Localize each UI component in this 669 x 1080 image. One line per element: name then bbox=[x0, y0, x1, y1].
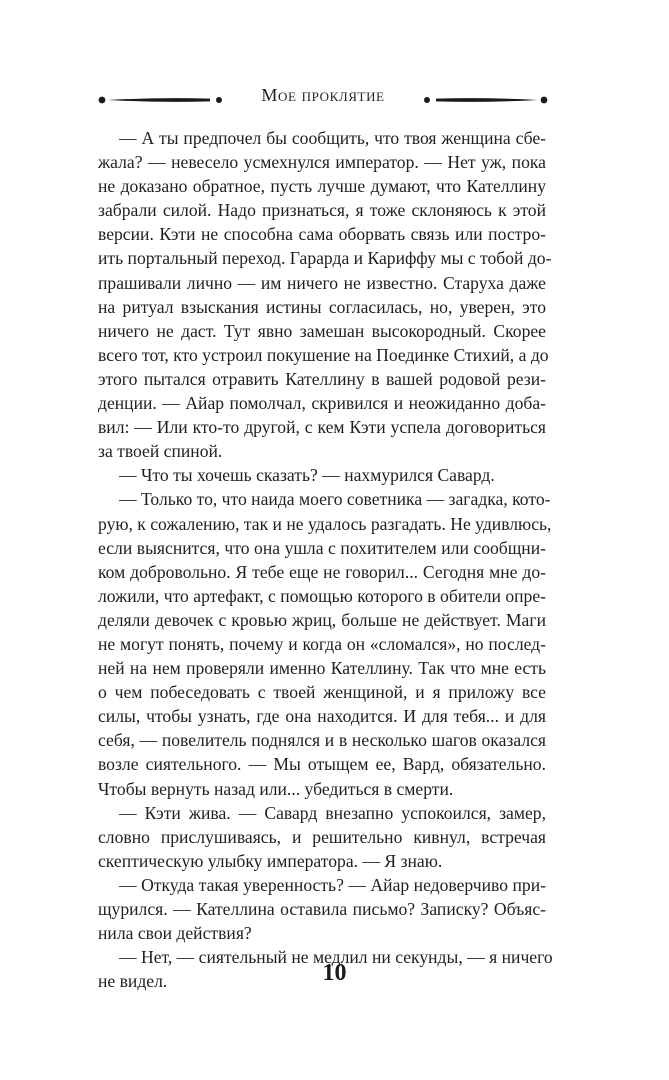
text-line: этого пытался отравить Кателлину в вашей родовой рези- bbox=[98, 368, 546, 389]
text-line: рую, к сожалению, так и не удалось разгадать. Не удивлюсь, bbox=[98, 513, 552, 534]
text-line: словно прислушиваясь, и решительно кивнул, встречая bbox=[98, 826, 546, 847]
text-line: если выяснится, что она ушла с похитителем или сообщни- bbox=[98, 537, 546, 558]
paragraph bbox=[98, 463, 546, 487]
text-line: — Только то, что наида моего советника — загадка, кото- bbox=[119, 489, 551, 510]
paragraph bbox=[98, 126, 552, 463]
text-line: нила свои действия? bbox=[98, 923, 252, 944]
page-number: 10 bbox=[322, 960, 347, 986]
text-line: ней на нем проверяли именно Кателлину. Так что мне есть bbox=[98, 658, 546, 679]
text-line: себя, — повелитель поднялся и в несколько шагов оказался bbox=[98, 730, 546, 751]
text-line: — А ты предпочел бы сообщить, что твоя женщина сбе- bbox=[119, 128, 546, 148]
paragraph bbox=[98, 487, 552, 800]
text-line: прашивали лично — им ничего не известно. Старуха даже bbox=[98, 272, 546, 293]
running-header bbox=[98, 84, 548, 114]
paragraph bbox=[98, 873, 546, 945]
text-line: не видел. bbox=[98, 971, 168, 992]
text-line: ком добровольно. Я тебе еще не говорил... Сегодня мне до- bbox=[98, 561, 546, 582]
text-line: — Кэти жива. — Савард внезапно успокоился, замер, bbox=[119, 802, 546, 823]
text-line: — Что ты хочешь сказать? — нахмурился Савард. bbox=[119, 465, 495, 486]
text-line: не доказано обратное, пусть лучше думают, что Кателлину bbox=[98, 176, 546, 197]
text-line: за твоей спиной. bbox=[98, 441, 223, 462]
right-ornament-icon bbox=[420, 92, 548, 108]
text-line: — Откуда такая уверенность? — Айар недоверчиво при- bbox=[119, 874, 546, 895]
text-line: силы, чтобы узнать, где она находится. И для тебя... и для bbox=[98, 706, 546, 727]
text-line: — Нет, — сиятельный не медлил ни секунды, — я ничего bbox=[119, 947, 553, 968]
text-line: денции. — Айар помолчал, скривился и неожиданно доба- bbox=[98, 393, 546, 414]
text-line: не могут понять, почему и когда он «сломался», но послед- bbox=[98, 633, 546, 654]
paragraph bbox=[98, 801, 546, 873]
text-line: о чем побеседовать с твоей женщиной, и я приложу все bbox=[98, 682, 546, 703]
text-line: ложили, что артефакт, с помощью которого в обители опре- bbox=[98, 585, 546, 606]
text-line: всего тот, кто устроил покушение на Поединке Стихий, а до bbox=[98, 344, 549, 365]
text-line: ить портальный переход. Гарарда и Кариффу мы с тобой до- bbox=[98, 248, 552, 269]
text-line: версии. Кэти не способна сама оборвать связь или постро- bbox=[98, 224, 546, 245]
text-line: возле сиятельного. — Мы отыщем ее, Вард, обязательно. bbox=[98, 754, 546, 775]
text-line: вил: — Или кто-то другой, с кем Кэти успела договориться bbox=[98, 417, 546, 438]
text-line: скептическую улыбку императора. — Я знаю. bbox=[98, 850, 443, 871]
text-line: ничего не даст. Тут явно замешан высокородный. Скорее bbox=[98, 320, 546, 341]
text-line: на ритуал взыскания истины согласилась, но, уверен, это bbox=[98, 296, 546, 317]
text-line: забрали силой. Надо признаться, я тоже склоняюсь к этой bbox=[98, 200, 546, 221]
text-line: жала? — невесело усмехнулся император. — Нет уж, пока bbox=[98, 152, 546, 173]
book-title: Мое проклятие bbox=[261, 85, 385, 105]
text-line: деляли девочек с кровью жриц, больше не действует. Маги bbox=[98, 609, 546, 630]
body-text bbox=[98, 126, 553, 993]
text-line: щурился. — Кателлина оставила письмо? Записку? Объяс- bbox=[98, 899, 546, 919]
text-line: Чтобы вернуть назад или... убедиться в смерти. bbox=[98, 778, 454, 799]
